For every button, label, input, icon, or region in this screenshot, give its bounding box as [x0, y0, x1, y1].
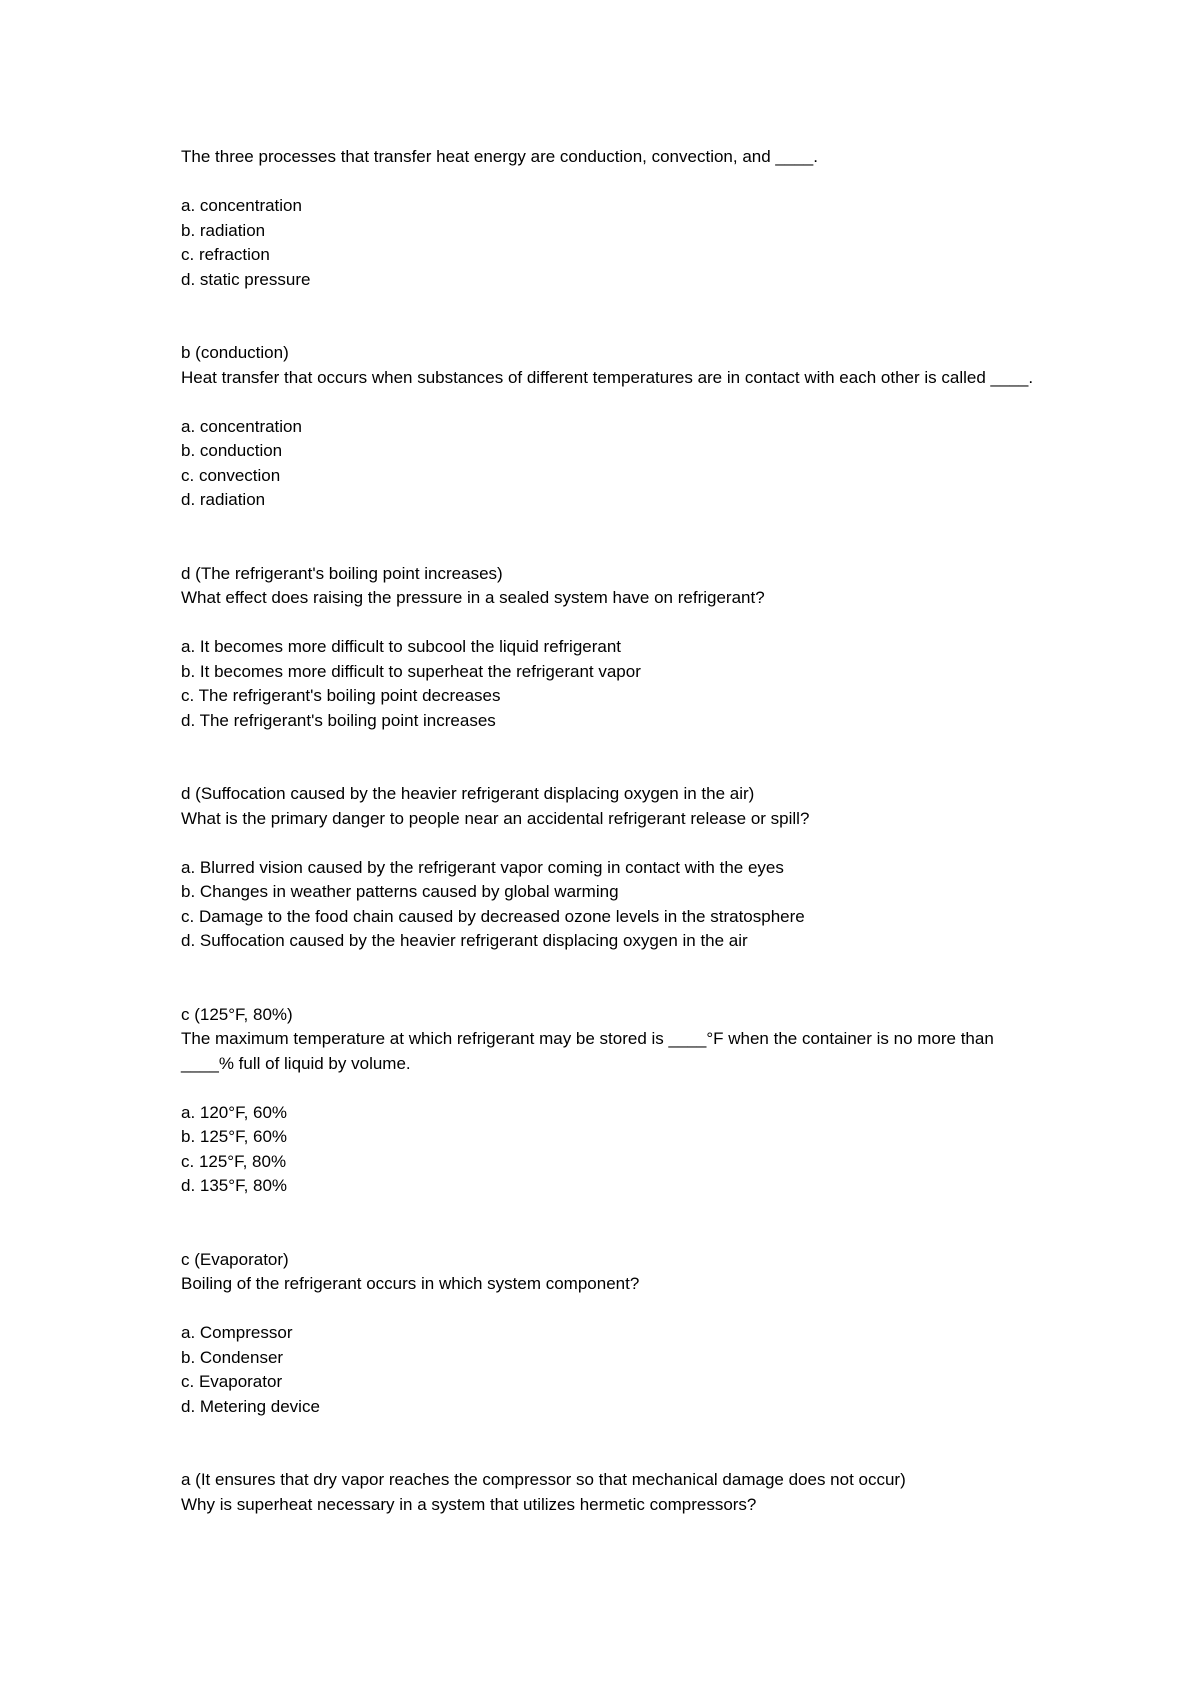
question-text: The maximum temperature at which refrigerant may be stored is ____°F when the container is no more than ____% full of liquid by volume.: [181, 1029, 999, 1073]
option-d: d. Metering device: [181, 1396, 320, 1416]
option-a: a. It becomes more difficult to subcool the liquid refrigerant: [181, 637, 622, 656]
option-d: d. radiation: [181, 490, 266, 509]
answer-text: d (Suffocation caused by the heavier refrigerant displacing oxygen in the air): [181, 784, 755, 803]
quiz-item: [181, 341, 1041, 513]
option-c: c. Damage to the food chain caused by decreased ozone levels in the stratosphere: [181, 906, 805, 926]
option-c: c. Evaporator: [181, 1372, 283, 1391]
answer-text: c (Evaporator): [181, 1249, 289, 1269]
option-d: d. static pressure: [181, 269, 311, 289]
question-text: Boiling of the refrigerant occurs in which system component?: [181, 1274, 640, 1293]
question-text: What effect does raising the pressure in a sealed system have on refrigerant?: [181, 588, 765, 607]
option-a: a. concentration: [181, 416, 302, 436]
option-a: a. Blurred vision caused by the refrigerant vapor coming in contact with the eyes: [181, 857, 784, 877]
question-text: What is the primary danger to people near an accidental refrigerant release or spill?: [181, 808, 810, 828]
option-c: c. convection: [181, 465, 281, 485]
option-c: c. refraction: [181, 245, 270, 264]
option-b: b. 125°F, 60%: [181, 1127, 288, 1146]
document-page: [181, 145, 1041, 1517]
option-b: b. Condenser: [181, 1347, 284, 1367]
quiz-item: [181, 1468, 1041, 1517]
option-a: a. 120°F, 60%: [181, 1102, 288, 1122]
question-text: The three processes that transfer heat energy are conduction, convection, and ____.: [181, 147, 818, 166]
option-d: d. 135°F, 80%: [181, 1176, 288, 1195]
answer-text: d (The refrigerant's boiling point increases): [181, 563, 503, 583]
quiz-item: [181, 1003, 1041, 1199]
option-c: c. 125°F, 80%: [181, 1151, 287, 1171]
option-a: a. concentration: [181, 196, 302, 215]
option-b: b. Changes in weather patterns caused by global warming: [181, 882, 619, 901]
quiz-item: [181, 145, 1041, 292]
option-b: b. conduction: [181, 441, 283, 460]
question-text: Why is superheat necessary in a system that utilizes hermetic compressors?: [181, 1494, 757, 1514]
option-a: a. Compressor: [181, 1323, 293, 1342]
option-c: c. The refrigerant's boiling point decreases: [181, 686, 501, 705]
answer-text: a (It ensures that dry vapor reaches the compressor so that mechanical damage does not occur): [181, 1470, 906, 1489]
answer-text: b (conduction): [181, 343, 289, 362]
quiz-item: [181, 782, 1041, 954]
quiz-item: [181, 1248, 1041, 1420]
question-text: Heat transfer that occurs when substances of different temperatures are in contact with each other is called ____.: [181, 367, 1034, 387]
option-d: d. Suffocation caused by the heavier refrigerant displacing oxygen in the air: [181, 931, 748, 950]
option-d: d. The refrigerant's boiling point increases: [181, 710, 496, 730]
answer-text: c (125°F, 80%): [181, 1004, 293, 1024]
option-b: b. It becomes more difficult to superheat the refrigerant vapor: [181, 661, 641, 681]
option-b: b. radiation: [181, 220, 266, 240]
quiz-item: [181, 562, 1041, 734]
